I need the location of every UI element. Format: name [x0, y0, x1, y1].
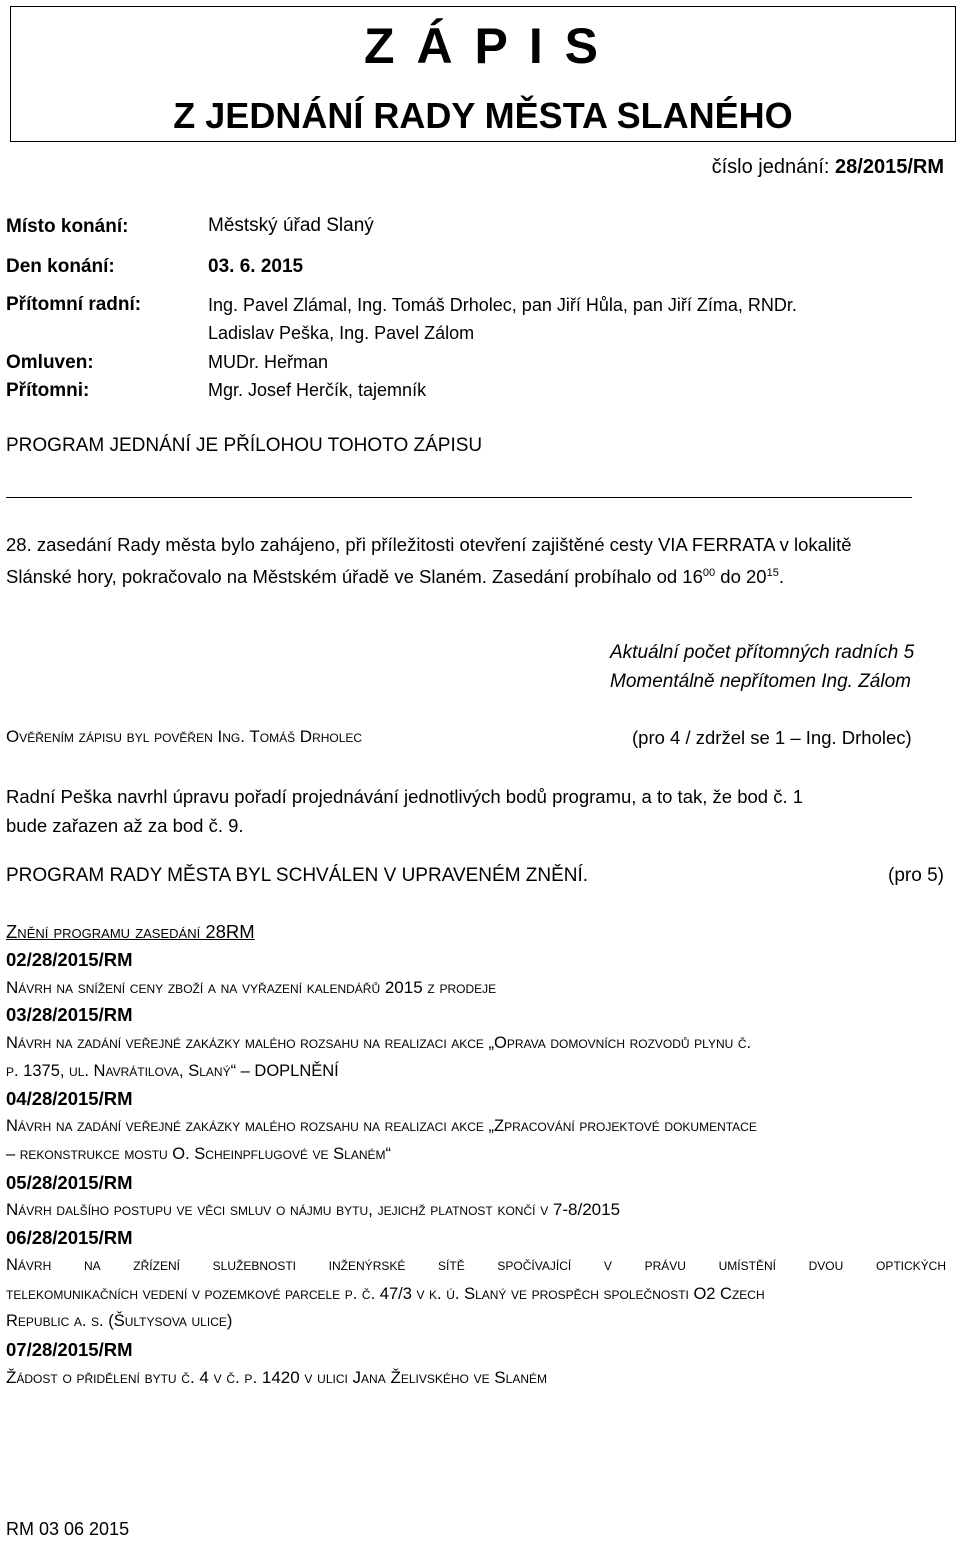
title-box	[10, 6, 956, 142]
proposal-line-1: Radní Peška navrhl úpravu pořadí projednávání jednotlivých bodů programu, a to tak, že bod č. 1	[6, 786, 804, 807]
agenda-item-line: Návrh dalšího postupu ve věci smluv o nájmu bytu, jejichž platnost končí v 7-8/2015	[6, 1200, 621, 1219]
agenda-item-line: telekomunikačních vedení v pozemkové parcele p. č. 47/3 v k. ú. Slaný ve prospěch společnosti O2 Czech	[6, 1285, 765, 1303]
present-line-1: Ing. Pavel Zlámal, Ing. Tomáš Drholec, pan Jiří Hůla, pan Jiří Zíma, RNDr.	[208, 295, 797, 315]
intro-line-2-c: .	[778, 566, 784, 588]
present-line-2: Ladislav Peška, Ing. Pavel Zálom	[208, 323, 475, 343]
agenda-item-number: 05/28/2015/RM	[6, 1172, 133, 1193]
intro-line-1: 28. zasedání Rady města bylo zahájeno, při příležitosti otevření zajištěné cesty VIA FERRATA v lokalitě	[6, 534, 852, 555]
end-time-minutes: 15	[766, 567, 779, 579]
proposal-line-2: bude zařazen až za bod č. 9.	[6, 815, 244, 836]
intro-line-2-a: Slánské hory, pokračovalo na Městském úřadě ve Slaném. Zasedání probíhalo od 16	[6, 566, 703, 588]
agenda-item-line: Žádost o přidělení bytu č. 4 v č. p. 1420 v ulici Jana Želivského ve Slaném	[6, 1368, 547, 1387]
date-value: 03. 6. 2015	[208, 256, 304, 277]
reference-number: 28/2015/RM	[835, 156, 944, 178]
agenda-item-line: Návrh na zadání veřejné zakázky malého rozsahu na realizaci akce „Zpracování projektové dokumentace	[6, 1117, 757, 1135]
reference-label: číslo jednání:	[711, 156, 830, 178]
agenda-item-number: 04/28/2015/RM	[6, 1088, 133, 1109]
excused-label: Omluven:	[6, 352, 94, 373]
reference-line	[712, 156, 944, 179]
attendance-absent: Momentálně nepřítomen Ing. Zálom	[610, 671, 911, 692]
agenda-item-line: Návrh na zřízení služebnosti inženýrské sítě spočívající v právu umístění dvou optických	[6, 1256, 946, 1274]
agenda-item-line: – rekonstrukce mostu O. Scheinpflugové ve Slaném“	[6, 1145, 391, 1163]
agenda-item-line: p. 1375, ul. Navrátilova, Slaný“ – DOPLNĚNÍ	[6, 1062, 339, 1080]
place-label: Místo konání:	[6, 216, 129, 237]
proposal-paragraph	[6, 782, 946, 840]
document-subtitle: Z JEDNÁNÍ RADY MĚSTA SLANÉHO	[173, 95, 793, 136]
agenda-item-line: Návrh na snížení ceny zboží a na vyřazení kalendářů 2015 z prodeje	[6, 978, 497, 997]
place-value: Městský úřad Slaný	[208, 215, 374, 236]
approval-vote: (pro 5)	[888, 865, 944, 886]
date-label: Den konání:	[6, 256, 115, 277]
agenda-item-line: Návrh na zadání veřejné zakázky malého rozsahu na realizaci akce „Oprava domovních rozvodů plynu č.	[6, 1034, 752, 1052]
divider	[6, 497, 912, 498]
footer-text: RM 03 06 2015	[6, 1519, 130, 1539]
verification-text: Ověřením zápisu byl pověřen Ing. Tomáš Drholec	[6, 727, 363, 746]
agenda-heading: Znění programu zasedání 28RM	[6, 921, 255, 942]
start-time-minutes: 00	[702, 567, 716, 579]
attendance-current: Aktuální počet přítomných radních 5	[610, 642, 915, 663]
intro-line-2	[6, 559, 946, 591]
present-label: Přítomní radní:	[6, 294, 142, 315]
attending-label: Přítomni:	[6, 380, 90, 401]
attending-value: Mgr. Josef Herčík, tajemník	[208, 380, 427, 400]
verification-vote: (pro 4 / zdržel se 1 – Ing. Drholec)	[632, 727, 912, 748]
program-note: PROGRAM JEDNÁNÍ JE PŘÍLOHOU TOHOTO ZÁPISU	[6, 435, 483, 456]
agenda-item-line: Republic a. s. (Šultysova ulice)	[6, 1312, 233, 1330]
agenda-item-number: 02/28/2015/RM	[6, 949, 133, 970]
intro-line-2-b: do 20	[715, 566, 767, 588]
document-title: Z Á P I S	[364, 18, 602, 74]
agenda-item-number: 06/28/2015/RM	[6, 1227, 133, 1248]
approval-text: PROGRAM RADY MĚSTA BYL SCHVÁLEN V UPRAVENÉM ZNĚNÍ.	[6, 865, 589, 886]
agenda-item-number: 03/28/2015/RM	[6, 1004, 133, 1025]
excused-value: MUDr. Heřman	[208, 352, 329, 372]
agenda-item-number: 07/28/2015/RM	[6, 1339, 133, 1360]
intro-paragraph	[6, 530, 946, 591]
